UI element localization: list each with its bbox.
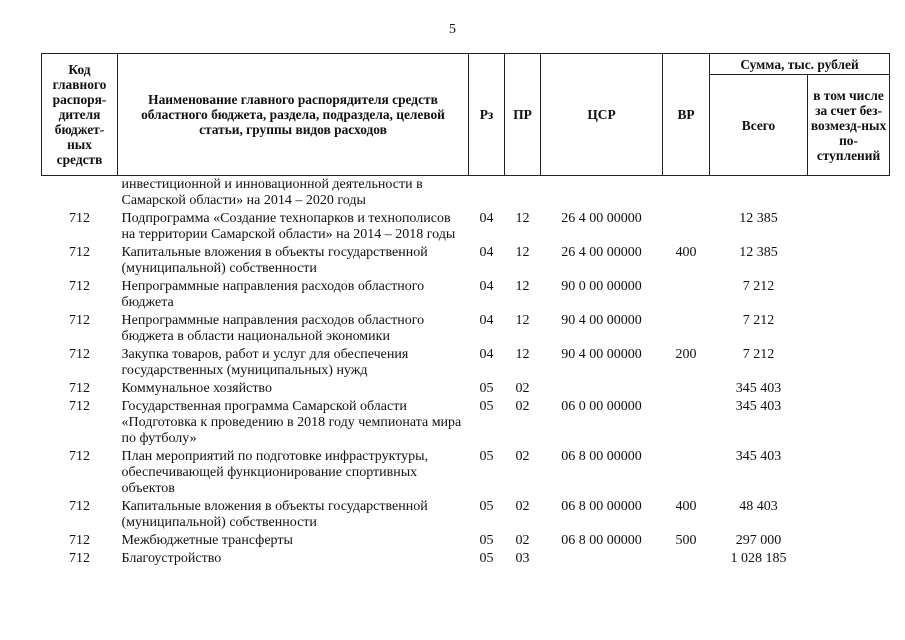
cell-incl	[808, 380, 890, 398]
cell-total: 7 212	[742, 279, 775, 294]
cell-csr: 06 8 00 00000	[561, 533, 642, 548]
table-row	[42, 532, 890, 550]
cell-vr	[663, 398, 710, 448]
cell-incl	[808, 550, 890, 568]
cell-rz: 04	[479, 211, 494, 226]
cell-total: 48 403	[739, 499, 778, 514]
table-row	[42, 278, 890, 312]
cell-csr	[541, 176, 663, 211]
cell-pr: 12	[515, 347, 530, 362]
cell-incl	[808, 448, 890, 498]
cell-vr: 400	[675, 499, 697, 514]
budget-table-wrapper	[41, 53, 889, 568]
header-code: Код главного распоря-дителя бюджет-ных средств	[42, 54, 118, 176]
table-row	[42, 244, 890, 278]
cell-incl	[808, 532, 890, 550]
cell-rz: 05	[479, 533, 494, 548]
cell-vr	[663, 210, 710, 244]
cell-total: 1 028 185	[730, 551, 787, 566]
cell-name: Государственная программа Самарской области «Подготовка к проведению в 2018 году чемпионата мира по футболу»	[121, 399, 462, 446]
cell-rz: 05	[479, 381, 494, 396]
cell-pr: 02	[515, 499, 530, 514]
header-incl: в том числе за счет без-возмезд-ных по-ступлений	[808, 75, 890, 176]
cell-incl	[808, 278, 890, 312]
cell-incl	[808, 312, 890, 346]
table-row	[42, 380, 890, 398]
table-row	[42, 346, 890, 380]
cell-rz: 05	[479, 551, 494, 566]
cell-rz: 04	[479, 245, 494, 260]
cell-csr: 06 8 00 00000	[561, 449, 642, 464]
header-pr: ПР	[505, 54, 541, 176]
cell-name: Закупка товаров, работ и услуг для обеспечения государственных (муниципальных) нужд	[121, 347, 409, 378]
cell-pr: 02	[515, 533, 530, 548]
cell-pr: 12	[515, 279, 530, 294]
cell-incl	[808, 398, 890, 448]
cell-rz: 05	[479, 499, 494, 514]
cell-pr: 12	[515, 211, 530, 226]
cell-incl	[808, 346, 890, 380]
cell-code: 712	[69, 279, 90, 294]
cell-name: Непрограммные направления расходов областного бюджета	[121, 279, 425, 310]
table-row	[42, 176, 890, 211]
cell-vr	[663, 278, 710, 312]
cell-vr: 500	[675, 533, 697, 548]
cell-name: Межбюджетные трансферты	[121, 533, 293, 548]
cell-pr: 02	[515, 381, 530, 396]
cell-pr: 03	[515, 551, 530, 566]
cell-vr: 400	[675, 245, 697, 260]
table-row	[42, 550, 890, 568]
cell-csr: 90 4 00 00000	[561, 347, 642, 362]
cell-csr	[541, 380, 663, 398]
cell-pr: 12	[515, 245, 530, 260]
cell-name: Непрограммные направления расходов областного бюджета в области национальной экономики	[121, 313, 425, 344]
cell-total: 7 212	[742, 347, 775, 362]
cell-incl	[808, 244, 890, 278]
page-number: 5	[449, 22, 456, 37]
cell-name: Капитальные вложения в объекты государственной (муниципальной) собственности	[121, 499, 428, 530]
cell-vr	[663, 380, 710, 398]
cell-total	[710, 176, 808, 211]
header-name: Наименование главного распорядителя средств областного бюджета, раздела, подраздела, целевой статьи, группы видов расходов	[118, 54, 469, 176]
table-row	[42, 498, 890, 532]
cell-vr	[663, 312, 710, 346]
cell-vr	[663, 448, 710, 498]
cell-csr: 90 0 00 00000	[561, 279, 642, 294]
cell-code: 712	[69, 381, 90, 396]
cell-code: 712	[69, 551, 90, 566]
cell-code: 712	[69, 347, 90, 362]
cell-rz: 04	[479, 347, 494, 362]
cell-pr	[505, 176, 541, 211]
cell-code: 712	[69, 399, 90, 414]
table-row	[42, 448, 890, 498]
cell-name: План мероприятий по подготовке инфраструктуры, обеспечивающей функционирование спортивных объектов	[121, 449, 429, 496]
cell-total: 345 403	[735, 399, 782, 414]
cell-pr: 02	[515, 449, 530, 464]
cell-rz: 05	[479, 449, 494, 464]
cell-rz: 05	[479, 399, 494, 414]
cell-code: 712	[69, 533, 90, 548]
cell-code: 712	[69, 245, 90, 260]
cell-total: 12 385	[739, 211, 778, 226]
cell-incl	[808, 498, 890, 532]
cell-csr: 26 4 00 00000	[561, 211, 642, 226]
table-row	[42, 312, 890, 346]
cell-name: инвестиционной и инновационной деятельности в Самарской области» на 2014 – 2020 годы	[121, 177, 423, 208]
cell-code: 712	[69, 499, 90, 514]
cell-csr: 90 4 00 00000	[561, 313, 642, 328]
header-csr: ЦСР	[541, 54, 663, 176]
table-header	[42, 54, 890, 176]
cell-csr	[541, 550, 663, 568]
cell-total: 12 385	[739, 245, 778, 260]
cell-pr: 12	[515, 313, 530, 328]
cell-total: 297 000	[735, 533, 782, 548]
cell-code: 712	[69, 449, 90, 464]
cell-vr	[663, 176, 710, 211]
cell-code: 712	[69, 211, 90, 226]
cell-total: 345 403	[735, 449, 782, 464]
header-sum: Сумма, тыс. рублей	[710, 54, 890, 75]
cell-rz	[469, 176, 505, 211]
header-rz: Рз	[469, 54, 505, 176]
header-vr: ВР	[663, 54, 710, 176]
cell-csr: 06 8 00 00000	[561, 499, 642, 514]
cell-incl	[808, 176, 890, 211]
cell-name: Капитальные вложения в объекты государственной (муниципальной) собственности	[121, 245, 428, 276]
cell-total: 345 403	[735, 381, 782, 396]
cell-csr: 26 4 00 00000	[561, 245, 642, 260]
cell-vr: 200	[675, 347, 697, 362]
cell-code	[42, 176, 118, 211]
cell-pr: 02	[515, 399, 530, 414]
cell-vr	[663, 550, 710, 568]
cell-name: Подпрограмма «Создание технопарков и технополисов на территории Самарской области» на 2014 – 2018 годы	[121, 211, 456, 242]
table-body	[42, 176, 890, 569]
cell-rz: 04	[479, 313, 494, 328]
table-row	[42, 210, 890, 244]
cell-name: Благоустройство	[121, 551, 222, 566]
header-total: Всего	[710, 75, 808, 176]
cell-rz: 04	[479, 279, 494, 294]
cell-code: 712	[69, 313, 90, 328]
cell-csr: 06 0 00 00000	[561, 399, 642, 414]
cell-incl	[808, 210, 890, 244]
cell-name: Коммунальное хозяйство	[121, 381, 272, 396]
budget-table	[41, 53, 890, 568]
table-row	[42, 398, 890, 448]
cell-total: 7 212	[742, 313, 775, 328]
